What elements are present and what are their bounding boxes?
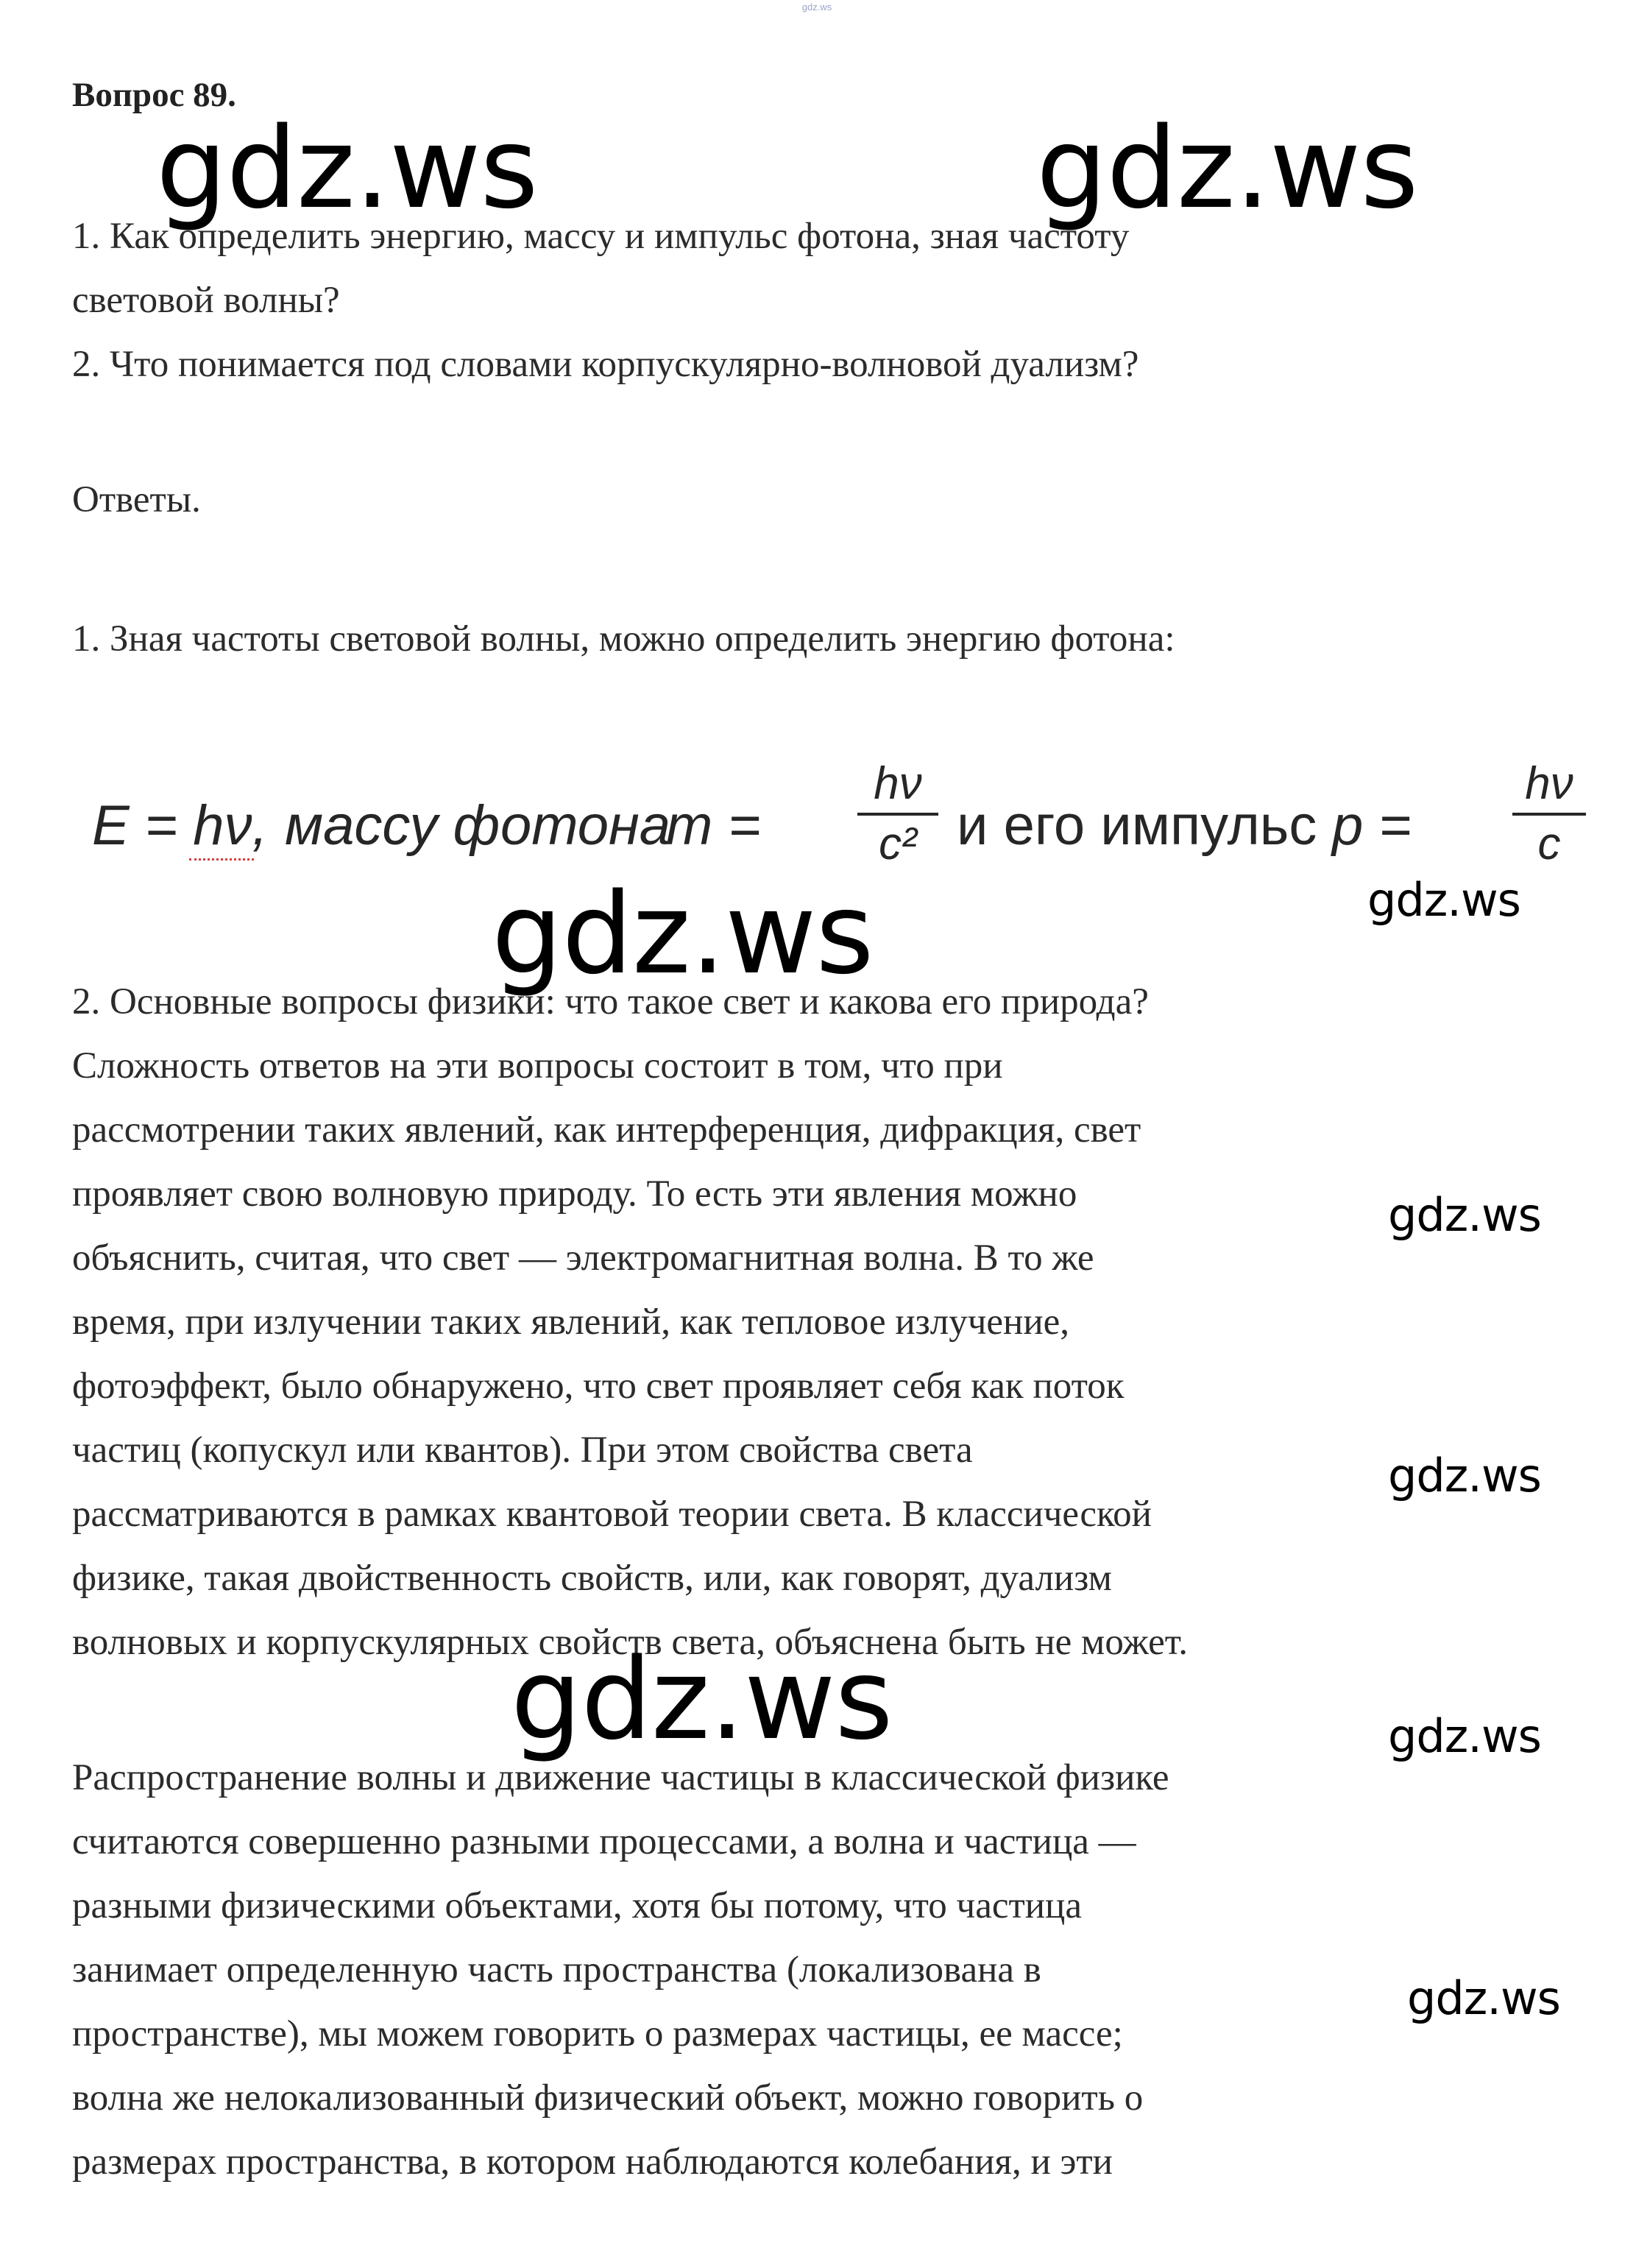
question-title: Вопрос 89. <box>72 76 236 114</box>
answer2-line: Сложность ответов на эти вопросы состоит в том, что при <box>72 1045 1003 1087</box>
answer3-line: занимает определенную часть пространства (локализована в <box>72 1949 1041 1990</box>
answer3-line: волна же нелокализованный физический объект, можно говорить о <box>72 2077 1144 2119</box>
questions-block <box>72 205 1139 397</box>
answer2-line: время, при излучении таких явлений, как тепловое излучение, <box>72 1301 1070 1343</box>
formula-momentum-text: и его импульс <box>957 794 1317 857</box>
answer3-line: размерах пространства, в котором наблюдаются колебания, и эти <box>72 2141 1113 2183</box>
answer2-line: частиц (копускул или квантов). При этом свойства света <box>72 1430 973 1471</box>
momentum-numerator: hν <box>1525 758 1573 809</box>
answer3-block <box>72 1746 1169 2194</box>
watermark: gdz.ws <box>1367 873 1520 927</box>
watermark: gdz.ws <box>1388 1449 1541 1502</box>
answer2-line: 2. Основные вопросы физики: что такое свет и какова его природа? <box>72 981 1149 1022</box>
answers-heading: Ответы. <box>72 479 201 520</box>
formula-mass-text: массу фотона <box>285 794 671 857</box>
watermark: gdz.ws <box>156 103 538 233</box>
mass-numerator: hν <box>874 758 922 809</box>
answer3-line: считаются совершенно разными процессами, а волна и частица — <box>72 1821 1136 1862</box>
mass-denominator: c² <box>879 819 917 869</box>
answer2-line: объяснить, считая, что свет — электромагнитная волна. В то же <box>72 1237 1094 1279</box>
answer2-line: проявляет свою волновую природу. То есть эти явления можно <box>72 1173 1077 1215</box>
momentum-denominator: c <box>1537 819 1561 869</box>
spellcheck-underline <box>189 852 254 861</box>
formula-momentum-fraction <box>1512 758 1586 870</box>
answer2-line: рассмотрении таких явлений, как интерференция, дифракция, свет <box>72 1109 1141 1151</box>
watermark: gdz.ws <box>492 869 874 999</box>
answer2-line: рассматриваются в рамках квантовой теории света. В классической <box>72 1494 1152 1535</box>
answer2-line: фотоэффект, было обнаружено, что свет проявляет себя как поток <box>72 1366 1125 1407</box>
answer3-line: пространстве), мы можем говорить о размерах частицы, ее массе; <box>72 2013 1123 2055</box>
watermark: gdz.ws <box>1388 1188 1541 1242</box>
fraction-bar <box>857 813 938 816</box>
header-watermark: gdz.ws <box>801 1 832 13</box>
answer2-line: волновых и корпускулярных свойств света, объяснена быть не может. <box>72 1622 1188 1663</box>
watermark: gdz.ws <box>1036 103 1418 233</box>
formula-momentum-var: p = <box>1332 794 1412 857</box>
answer2-block <box>72 970 1188 1675</box>
formula-mass-var: m = <box>666 794 761 857</box>
question-line: 2. Что понимается под словами корпускулярно-волновой дуализм? <box>72 344 1139 385</box>
question-line: 1. Как определить энергию, массу и импульс фотона, зная частоту <box>72 216 1130 257</box>
question-line: световой волны? <box>72 280 340 321</box>
watermark: gdz.ws <box>511 1634 893 1764</box>
watermark: gdz.ws <box>1388 1709 1541 1763</box>
answer2-line: физике, такая двойственность свойств, или, как говорят, дуализм <box>72 1558 1112 1599</box>
answer3-line: разными физическими объектами, хотя бы потому, что частица <box>72 1885 1082 1926</box>
fraction-bar <box>1512 813 1586 816</box>
formula-mass-fraction <box>857 758 938 870</box>
answer1-intro: 1. Зная частоты световой волны, можно определить энергию фотона: <box>72 618 1175 660</box>
formula-energy: E = hν, <box>92 794 268 857</box>
answer3-line: Распространение волны и движение частицы в классической физике <box>72 1757 1169 1798</box>
watermark: gdz.ws <box>1407 1971 1560 2025</box>
